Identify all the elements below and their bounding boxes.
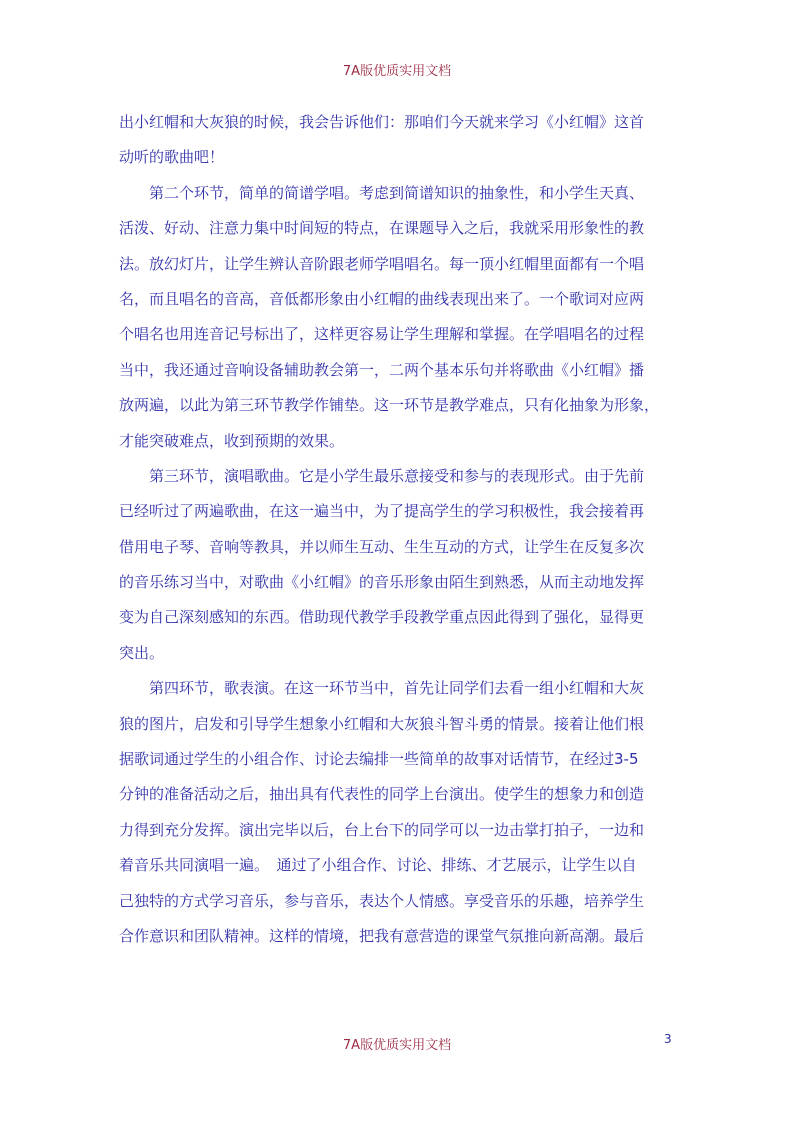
text-line: 着音乐共同演唱一遍。 通过了小组合作、讨论、排练、才艺展示，让学生以自 [119, 856, 637, 875]
page-header: 7A版优质实用文档 [342, 64, 452, 79]
text-line: 狼的图片，启发和引导学生想象小红帽和大灰狼斗智斗勇的情景。接着让他们根 [119, 714, 645, 733]
text-line: 第二个环节，简单的简谱学唱。考虑到简谱知识的抽象性，和小学生天真、 [119, 183, 645, 202]
text-line: 借用电子琴、音响等教具，并以师生互动、生生互动的方式，让学生在反复多次 [119, 537, 645, 556]
text-line: 才能突破难点，收到预期的效果。 [119, 431, 345, 450]
text-line: 个唱名也用连音记号标出了，这样更容易让学生理解和掌握。在学唱唱名的过程 [119, 325, 645, 344]
text-line: 第四环节，歌表演。在这一环节当中，首先让同学们去看一组小红帽和大灰 [119, 679, 645, 698]
document-body [119, 105, 679, 954]
text-line: 的音乐练习当中，对歌曲《小红帽》的音乐形象由陌生到熟悉，从而主动地发挥 [119, 573, 645, 592]
text-line: 己独特的方式学习音乐，参与音乐，表达个人情感。享受音乐的乐趣，培养学生 [119, 891, 645, 910]
page-number: 3 [664, 1032, 672, 1046]
page-footer: 7A版优质实用文档 [342, 1038, 452, 1053]
text-line: 力得到充分发挥。演出完毕以后，台上台下的同学可以一边击掌打拍子，一边和 [119, 820, 645, 839]
text-line: 已经听过了两遍歌曲，在这一遍当中，为了提高学生的学习积极性，我会接着再 [119, 502, 645, 521]
text-line: 当中，我还通过音响设备辅助教会第一，二两个基本乐句并将歌曲《小红帽》播 [119, 360, 645, 379]
text-line: 动听的歌曲吧！ [119, 148, 225, 167]
text-line: 第三环节，演唱歌曲。它是小学生最乐意接受和参与的表现形式。由于先前 [119, 466, 645, 485]
text-line: 活泼、好动、注意力集中时间短的特点，在课题导入之后，我就采用形象性的教 [119, 219, 645, 238]
text-line: 合作意识和团队精神。这样的情境，把我有意营造的课堂气氛推向新高潮。最后 [119, 926, 645, 945]
text-line: 出小红帽和大灰狼的时候，我会告诉他们：那咱们今天就来学习《小红帽》这首 [119, 113, 645, 131]
text-line: 据歌词通过学生的小组合作、讨论去编排一些简单的故事对话情节，在经过3-5 [119, 750, 639, 769]
text-line: 分钟的准备活动之后，抽出具有代表性的同学上台演出。使学生的想象力和创造 [119, 785, 645, 804]
text-line: 突出。 [119, 643, 165, 662]
text-line: 变为自己深刻感知的东西。借助现代教学手段教学重点因此得到了强化，显得更 [119, 608, 645, 627]
text-line: 法。放幻灯片，让学生辨认音阶跟老师学唱唱名。每一顶小红帽里面都有一个唱 [119, 254, 645, 273]
text-line: 放两遍，以此为第三环节教学作铺垫。这一环节是教学难点，只有化抽象为形象， [119, 396, 660, 415]
text-line: 名，而且唱名的音高，音低都形象由小红帽的曲线表现出来了。一个歌词对应两 [119, 289, 645, 308]
